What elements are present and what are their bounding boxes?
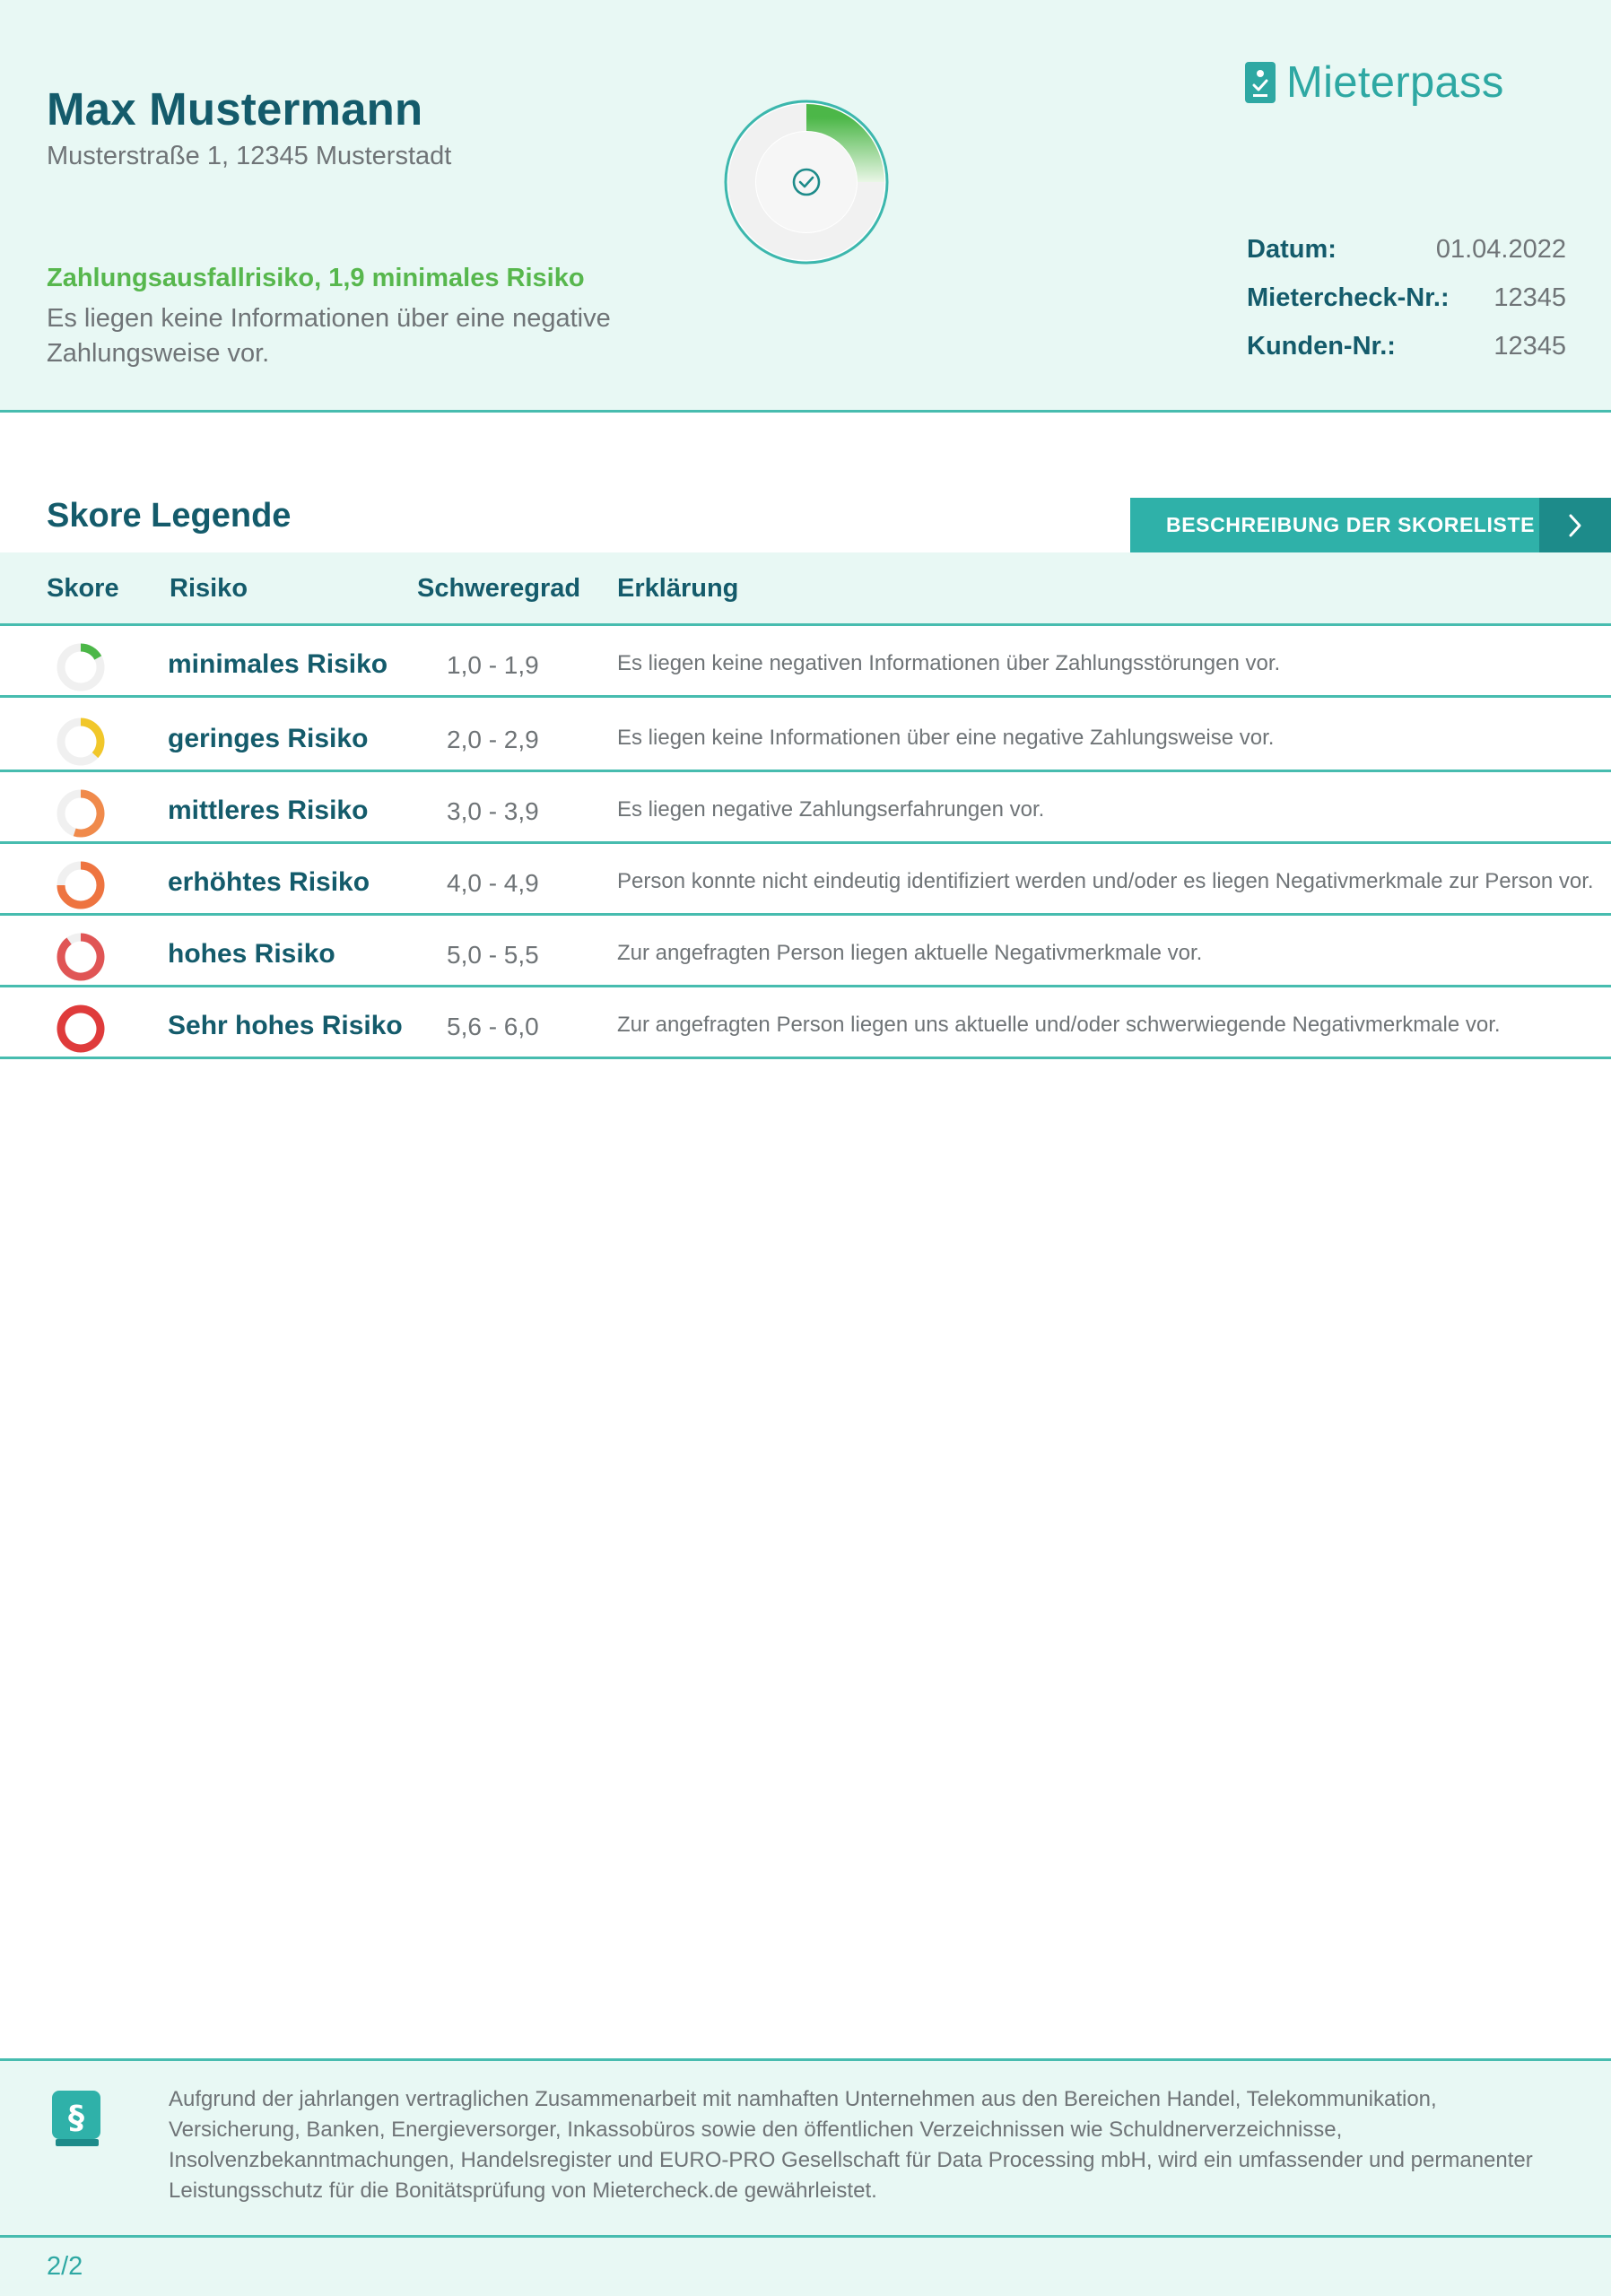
person-name: Max Mustermann <box>47 83 423 135</box>
column-header-risiko: Risiko <box>170 574 248 603</box>
logo-text: Mieterpass <box>1286 58 1504 107</box>
section-title: Skore Legende <box>47 497 292 535</box>
meta-value: 01.04.2022 <box>1435 235 1566 264</box>
report-header <box>0 0 1611 413</box>
risk-ring-arc <box>61 1009 100 1048</box>
risk-name: geringes Risiko <box>168 724 369 753</box>
risk-name: Sehr hohes Risiko <box>168 1011 403 1040</box>
footer-text: Aufgrund der jahrlangen vertraglichen Zusammenarbeit mit namhaften Unternehmen aus den Bereichen Handel, Telekommunikation, Versicherung, Banken, Energieversorger, Inkassobüros sowie den öffentlichen Verzeichnissen wie Schuldnerverzeichnisse, Insolvenzbekanntmachungen, Handelsregister und EURO-PRO Gesellschaft für Data Processing mbH, wird ein umfassender und permanenter Leistungsschutz für die Bonitätsprüfung von Mietercheck.de gewährleistet. <box>169 2087 1533 2203</box>
risk-name: minimales Risiko <box>168 649 388 679</box>
risk-ring-arc <box>81 722 100 755</box>
risk-range: 2,0 - 2,9 <box>447 726 539 753</box>
risk-ring-icon <box>54 787 108 840</box>
legal-footer <box>0 2058 1611 2238</box>
mieterpass-logo <box>1245 57 1504 108</box>
svg-text:§: § <box>68 2100 84 2136</box>
risk-name: erhöhtes Risiko <box>168 867 370 897</box>
risk-ring-arc <box>61 937 100 977</box>
skoreliste-description-button[interactable] <box>1130 498 1611 552</box>
risk-ring-icon <box>54 640 108 694</box>
meta-row-mietercheck-nr <box>1247 283 1566 332</box>
paragraph-book-icon <box>50 2089 104 2148</box>
risk-explanation: Zur angefragten Person liegen aktuelle Negativmerkmale vor. <box>617 941 1203 965</box>
risk-explanation: Es liegen keine Informationen über eine negative Zahlungsweise vor. <box>617 726 1275 750</box>
button-label: BESCHREIBUNG DER SKORELISTE <box>1166 513 1536 536</box>
meta-label: Datum: <box>1247 235 1337 264</box>
risk-name: hohes Risiko <box>168 939 335 969</box>
risk-range: 5,6 - 6,0 <box>447 1013 539 1040</box>
meta-value: 12345 <box>1493 332 1566 361</box>
risk-explanation: Es liegen keine negativen Informationen über Zahlungsstörungen vor. <box>617 651 1281 675</box>
column-header-schweregrad: Schweregrad <box>417 574 581 603</box>
risk-range: 3,0 - 3,9 <box>447 797 539 825</box>
risk-name: mittleres Risiko <box>168 796 369 825</box>
risk-ring-icon <box>54 858 108 912</box>
risk-explanation: Zur angefragten Person liegen uns aktuelle und/oder schwerwiegende Negativmerkmale vor. <box>617 1013 1501 1037</box>
column-header-erklaerung: Erklärung <box>617 574 739 603</box>
table-header <box>0 552 1611 626</box>
page-footer <box>0 2238 1611 2296</box>
report-meta <box>1247 235 1566 380</box>
meta-value: 12345 <box>1493 283 1566 312</box>
table-row <box>0 916 1611 987</box>
risk-ring-icon <box>54 1002 108 1056</box>
risk-range: 1,0 - 1,9 <box>447 651 539 679</box>
person-address: Musterstraße 1, 12345 Musterstadt <box>47 142 452 170</box>
risk-ring-arc <box>74 794 100 833</box>
logo-badge-icon <box>1245 62 1276 103</box>
risk-ring-arc <box>81 648 98 657</box>
table-row <box>0 626 1611 698</box>
column-header-skore: Skore <box>47 574 119 603</box>
risk-title: Zahlungsausfallrisiko, 1,9 minimales Risiko <box>47 264 585 292</box>
meta-row-kunden-nr <box>1247 332 1566 380</box>
score-gauge <box>723 99 890 265</box>
risk-range: 4,0 - 4,9 <box>447 869 539 897</box>
risk-description: Es liegen keine Informationen über eine negative Zahlungsweise vor. <box>47 304 611 368</box>
risk-ring-icon <box>54 715 108 769</box>
meta-row-date <box>1247 235 1566 283</box>
risk-explanation: Person konnte nicht eindeutig identifiziert werden und/oder es liegen Negativmerkmale zur Person vor. <box>617 869 1594 893</box>
chevron-right-icon <box>1539 498 1611 552</box>
meta-label: Mietercheck-Nr.: <box>1247 283 1450 312</box>
risk-ring-icon <box>54 930 108 984</box>
meta-label: Kunden-Nr.: <box>1247 332 1396 361</box>
table-row <box>0 987 1611 1059</box>
page-number: 2/2 <box>47 2252 83 2281</box>
table-row <box>0 772 1611 844</box>
risk-explanation: Es liegen negative Zahlungserfahrungen vor. <box>617 797 1045 822</box>
table-row <box>0 844 1611 916</box>
risk-range: 5,0 - 5,5 <box>447 941 539 969</box>
table-row <box>0 700 1611 772</box>
